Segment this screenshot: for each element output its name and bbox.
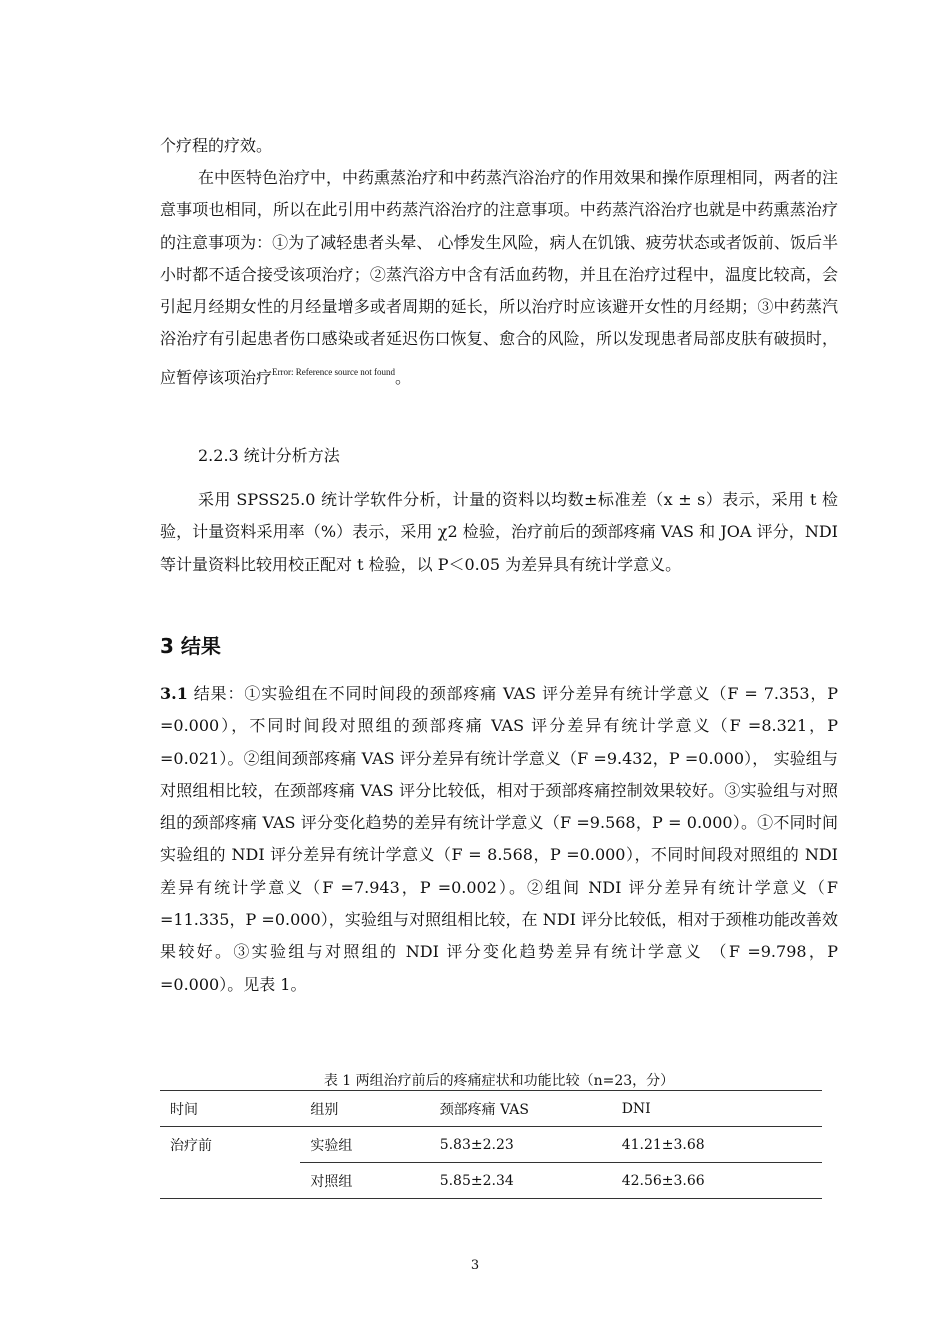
cell-time: 治疗前 [170, 1137, 212, 1154]
reference-error-marker: Error: Reference source not found [272, 366, 395, 377]
paragraph-statistics-method: 采用 SPSS25.0 统计学软件分析，计量的资料以均数±标准差（x ± s）表示，采用 t 检验，计量资料采用率（%）表示，采用 χ2 检验，治疗前后的颈部疼痛 VAS 和 JOA 评分，NDI 等计量资料比较用校正配对 t 检验，以 P＜0.05 为差异具有统计学意义。 [160, 490, 838, 574]
cell-group: 对照组 [300, 1163, 429, 1199]
paragraph-results [160, 678, 838, 1001]
cell-group: 实验组 [310, 1137, 353, 1154]
header-dni: DNI [612, 1091, 822, 1127]
cell-dni: 42.56±3.66 [612, 1163, 822, 1199]
header-group: 组别 [300, 1091, 429, 1127]
header-vas: 颈部疼痛 VAS [430, 1091, 612, 1127]
results-table [160, 1090, 822, 1199]
table-row [160, 1163, 822, 1199]
cell-time [160, 1163, 300, 1199]
section-heading-results: 3 结果 [160, 634, 221, 658]
paragraph-precautions-end: 。 [394, 367, 411, 387]
header-time: 时间 [160, 1091, 300, 1127]
table-header-row [160, 1091, 822, 1127]
table-row [160, 1127, 822, 1163]
paragraph-precautions-text: 在中医特色治疗中，中药熏蒸治疗和中药蒸汽浴治疗的作用效果和操作原理相同，两者的注意事项也相同，所以在此引用中药蒸汽浴治疗的注意事项。中药蒸汽浴治疗也就是中药熏蒸治疗的注意事项为：①为了减轻患者头晕、 心悸发生风险，病人在饥饿、疲劳状态或者饭前、饭后半小时都不适合接受该项治疗；②蒸汽浴方中含有活血药物，并且在治疗过程中，温度比较高，会引起月经期女性的月经量增多或者周期的延长，所以治疗时应该避开女性的月经期；③中药蒸汽浴治疗有引起患者伤口感染或者延迟伤口恢复、愈合的风险，所以发现患者局部皮肤有破损时，应暂停该项治疗 [160, 168, 839, 387]
page-number: 3 [470, 1258, 480, 1273]
cell-dni: 41.21±3.68 [621, 1136, 705, 1153]
cell-vas: 5.85±2.34 [430, 1163, 612, 1199]
subheading-statistics: 2.2.3 统计分析方法 [198, 446, 340, 465]
cell-vas: 5.83±2.23 [439, 1136, 514, 1153]
paragraph-precautions [160, 162, 838, 394]
results-text: 结果：①实验组在不同时间段的颈部疼痛 VAS 评分差异有统计学意义（F = 7.353，P =0.000），不同时间段对照组的颈部疼痛 VAS 评分差异有统计学意义（F =8.321，P =0.021）。②组间颈部疼痛 VAS 评分差异有统计学意义（F =9.432，P =0.000）， 实验组与对照组相比较，在颈部疼痛 VAS 评分比较低，相对于颈部疼痛控制效果较好。③实验组与对照组的颈部疼痛 VAS 评分变化趋势的差异有统计学意义（F =9.568，P = 0.000）。①不同时间实验组的 NDI 评分差异有统计学意义（F = 8.568，P =0.000），不同时间段对照组的 NDI 差异有统计学意义（F =7.943，P =0.002）。②组间 NDI 评分差异有统计学意义（F =11.335，P =0.000），实验组与对照组相比较，在 NDI 评分比较低，相对于颈椎功能改善效果较好。③实验组与对照组的 NDI 评分变化趋势差异有统计学意义 （F =9.798，P =0.000）。见表 1。 [160, 684, 838, 994]
results-lead-number: 3.1 [160, 684, 188, 703]
table-caption: 表 1 两组治疗前后的疼痛症状和功能比较（n=23，分） [323, 1073, 675, 1089]
paragraph-continuation: 个疗程的疗效。 [160, 136, 273, 155]
